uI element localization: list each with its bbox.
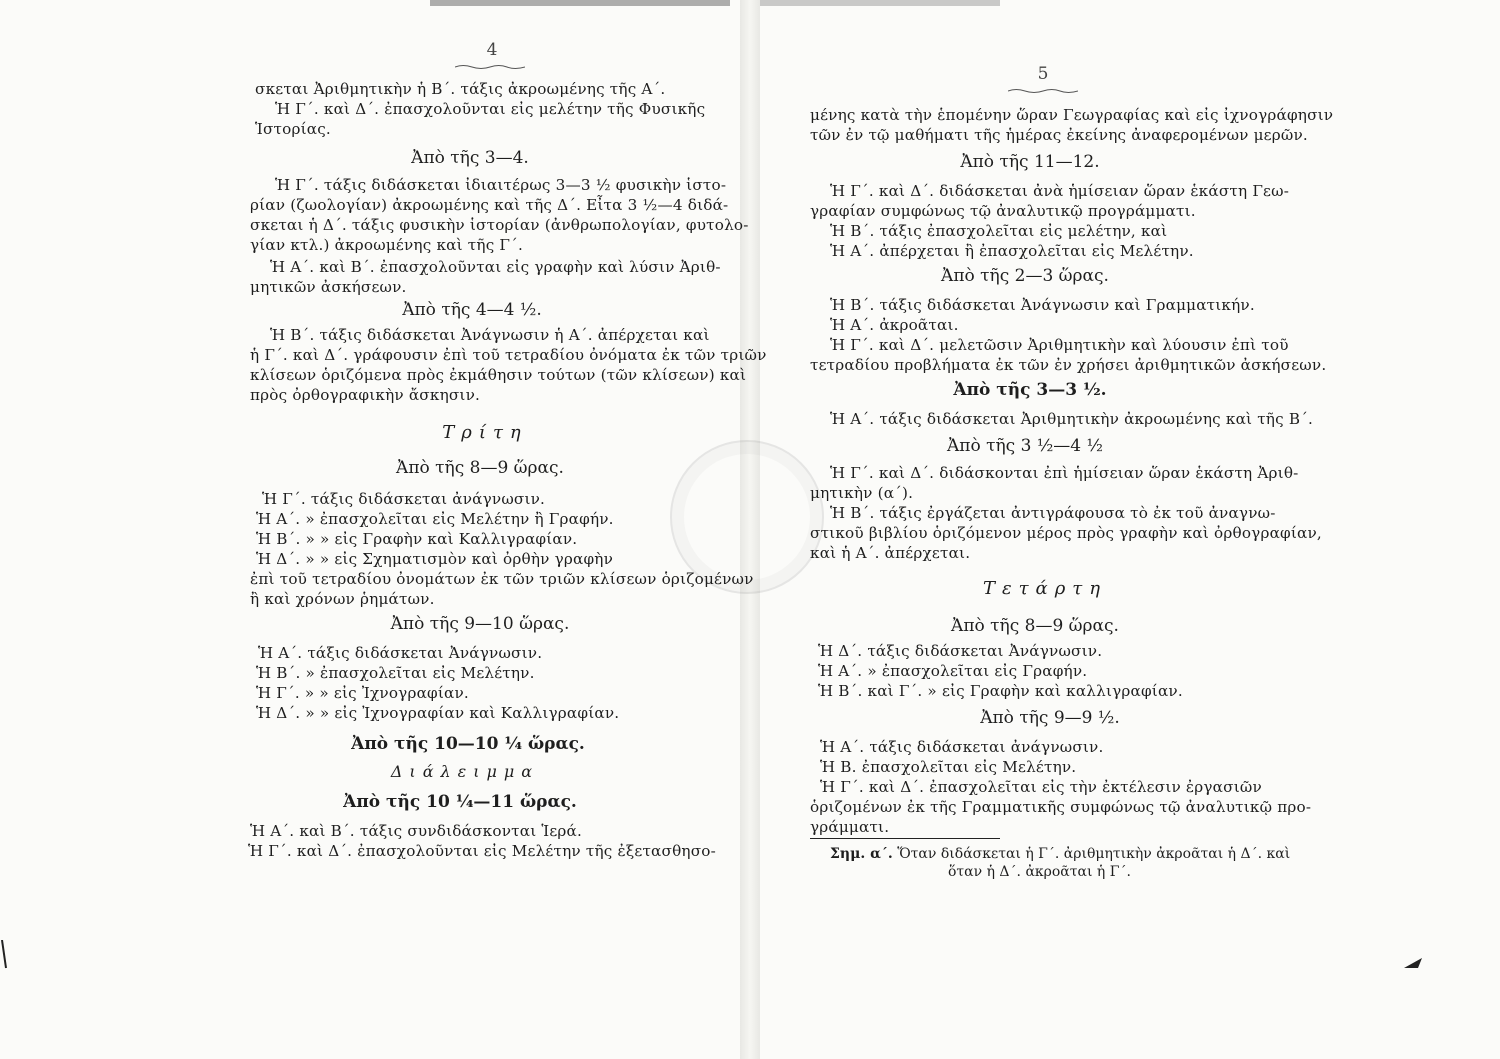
time-heading: Ἀπὸ τῆς 8—9 ὥρας. <box>396 458 564 478</box>
day-title-tuesday: Τρίτη <box>442 422 528 443</box>
break-title: Διάλειμμα <box>390 762 540 781</box>
time-heading: Ἀπὸ τῆς 9—10 ὥρας. <box>390 614 570 634</box>
day-title-wednesday: Τετάρτη <box>982 578 1108 599</box>
right-line: Ἡ Γ΄. καὶ Δ΄. ἐπασχολεῖται εἰς τὴν ἐκτέλεσιν ἐργασιῶν <box>820 778 1262 796</box>
right-line: Ἡ Α΄. ἀπέρχεται ἢ ἐπασχολεῖται εἰς Μελέτην. <box>830 242 1194 260</box>
left-line: σκεται Ἀριθμητικὴν ἡ Β΄. τάξις ἀκροωμένης τῆς Α΄. <box>255 80 666 98</box>
time-heading: Ἀπὸ τῆς 10 ¼—11 ὥρας. <box>343 792 577 812</box>
left-line: Ἡ Α΄. καὶ Β΄. ἐπασχολοῦνται εἰς γραφὴν καὶ λύσιν Ἀριθ- <box>270 258 721 276</box>
footnote-line <box>830 846 1290 863</box>
time-heading: Ἀπὸ τῆς 8—9 ὥρας. <box>951 616 1119 636</box>
page-number-left: 4 <box>486 40 498 60</box>
time-heading: Ἀπὸ τῆς 2—3 ὥρας. <box>941 266 1109 286</box>
right-line: γράμματι. <box>810 818 890 836</box>
right-line: Ἡ Α΄. ἀκροᾶται. <box>830 316 959 334</box>
footnote-rule <box>810 838 1000 839</box>
right-line: καὶ ἡ Α΄. ἀπέρχεται. <box>810 544 971 562</box>
left-line: Ἡ Γ΄. » » εἰς Ἰχνογραφίαν. <box>256 684 469 702</box>
right-line: γραφίαν συμφώνως τῷ ἀναλυτικῷ προγράμματι. <box>810 202 1196 220</box>
left-line: σκεται ἡ Δ΄. τάξις φυσικὴν ἱστορίαν (ἀνθρωπολογίαν, φυτολο- <box>250 216 749 234</box>
right-line: μητικὴν (α΄). <box>810 484 914 502</box>
time-heading: Ἀπὸ τῆς 9—9 ½. <box>980 708 1120 728</box>
right-line: Ἡ Β΄. καὶ Γ΄. » εἰς Γραφὴν καὶ καλλιγραφίαν. <box>818 682 1183 700</box>
ornament-rule-right <box>1008 88 1078 94</box>
left-line: ἐπὶ τοῦ τετραδίου ὀνομάτων ἐκ τῶν τριῶν κλίσεων ὁριζομένων <box>250 570 754 588</box>
right-line: ὁριζομένων ἐκ τῆς Γραμματικῆς συμφώνως τῷ ἀναλυτικῷ προ- <box>810 798 1312 816</box>
right-line: Ἡ Α΄. τάξις διδάσκεται ἀνάγνωσιν. <box>820 738 1104 756</box>
left-line: ἡ Γ΄. καὶ Δ΄. γράφουσιν ἐπὶ τοῦ τετραδίου ὀνόματα ἐκ τῶν τριῶν <box>250 346 767 364</box>
scan-mark-left <box>0 940 12 970</box>
left-line: Ἡ Β΄. τάξις διδάσκεται Ἀνάγνωσιν ἡ Α΄. ἀπέρχεται καὶ <box>270 326 710 344</box>
left-line: Ἡ Α΄. » ἐπασχολεῖται εἰς Μελέτην ἢ Γραφήν. <box>256 510 614 528</box>
left-line: Ἡ Γ΄. τάξις διδάσκεται ἰδιαιτέρως 3—3 ½ φυσικὴν ἱστο- <box>275 176 727 194</box>
left-line: ἢ καὶ χρόνων ῥημάτων. <box>250 590 435 608</box>
left-line: Ἡ Δ΄. » » εἰς Ἰχνογραφίαν καὶ Καλλιγραφίαν. <box>256 704 620 722</box>
right-line: Ἡ Γ΄. καὶ Δ΄. μελετῶσιν Ἀριθμητικὴν καὶ λύουσιν ἐπὶ τοῦ <box>830 336 1289 354</box>
left-line: μητικῶν ἀσκήσεων. <box>250 278 407 296</box>
right-line: Ἡ Δ΄. τάξις διδάσκεται Ἀνάγνωσιν. <box>818 642 1103 660</box>
right-line: στικοῦ βιβλίου ὁριζόμενον μέρος πρὸς γραφὴν καὶ ὀρθογραφίαν, <box>810 524 1322 542</box>
right-line: Ἡ Β΄. τάξις ἐργάζεται ἀντιγράφουσα τὸ ἐκ τοῦ ἀναγνω- <box>830 504 1276 522</box>
left-line: πρὸς ὀρθογραφικὴν ἄσκησιν. <box>250 386 481 404</box>
left-line: Ἡ Β΄. » » εἰς Γραφὴν καὶ Καλλιγραφίαν. <box>256 530 578 548</box>
left-line: κλίσεων ὁριζόμενα πρὸς ἐκμάθησιν τούτων (τῶν κλίσεων) καὶ <box>250 366 747 384</box>
right-line: Ἡ Β΄. τάξις ἐπασχολεῖται εἰς μελέτην, καὶ <box>830 222 1168 240</box>
left-line: Ἡ Δ΄. » » εἰς Σχηματισμὸν καὶ ὀρθὴν γραφὴν <box>256 550 614 568</box>
right-line: μένης κατὰ τὴν ἑπομένην ὥραν Γεωγραφίας καὶ εἰς ἰχνογράφησιν <box>810 106 1334 124</box>
right-line: Ἡ Β΄. τάξις διδάσκεται Ἀνάγνωσιν καὶ Γραμματικήν. <box>830 296 1255 314</box>
time-heading: Ἀπὸ τῆς 3—4. <box>411 148 529 168</box>
scan-edge-shadow <box>430 0 730 6</box>
left-line: Ἡ Α΄. καὶ Β΄. τάξις συνδιδάσκονται Ἱερά. <box>250 822 583 840</box>
footnote-text: Ὅταν διδάσκεται ἡ Γ΄. ἀριθμητικὴν ἀκροᾶται ἡ Δ΄. καὶ <box>897 846 1291 862</box>
left-line: Ἡ Γ΄. καὶ Δ΄. ἐπασχολοῦνται εἰς μελέτην τῆς Φυσικῆς <box>275 100 706 118</box>
footnote-line: ὅταν ἡ Δ΄. ἀκροᾶται ἡ Γ΄. <box>948 864 1131 880</box>
time-heading: Ἀπὸ τῆς 3 ½—4 ½ <box>947 436 1103 456</box>
left-line: ρίαν (ζωολογίαν) ἀκροωμένης καὶ τῆς Δ΄. Εἶτα 3 ½—4 διδά- <box>250 196 729 214</box>
right-line: τῶν ἐν τῷ μαθήματι τῆς ἡμέρας ἐκείνης ἀναφερομένων μερῶν. <box>810 126 1308 144</box>
time-heading: Ἀπὸ τῆς 3—3 ½. <box>953 380 1107 400</box>
footnote-label: Σημ. α΄. <box>830 846 893 862</box>
right-line: τετραδίου προβλήματα ἐκ τῶν ἐν χρήσει ἀριθμητικῶν ἀσκήσεων. <box>810 356 1327 374</box>
right-line: Ἡ Β. ἐπασχολεῖται εἰς Μελέτην. <box>820 758 1077 776</box>
page-number-right: 5 <box>1037 64 1049 84</box>
right-line: Ἡ Α΄. τάξις διδάσκεται Ἀριθμητικὴν ἀκροωμένης καὶ τῆς Β΄. <box>830 410 1314 428</box>
ornament-rule-left <box>455 64 525 70</box>
right-line: Ἡ Γ΄. καὶ Δ΄. διδάσκεται ἀνὰ ἡμίσειαν ὥραν ἑκάστη Γεω- <box>830 182 1290 200</box>
time-heading: Ἀπὸ τῆς 4—4 ½. <box>402 300 542 320</box>
left-line: γίαν κτλ.) ἀκροωμένης καὶ τῆς Γ΄. <box>250 236 523 254</box>
left-line: Ἡ Γ΄. καὶ Δ΄. ἐπασχολοῦνται εἰς Μελέτην τῆς ἐξετασθησο- <box>248 842 716 860</box>
scan-edge-shadow-right <box>760 0 1000 6</box>
time-heading: Ἀπὸ τῆς 10—10 ¼ ὥρας. <box>351 734 585 754</box>
left-line: Ἱστορίας. <box>255 120 331 138</box>
scan-mark-right <box>1404 956 1424 970</box>
right-line: Ἡ Α΄. » ἐπασχολεῖται εἰς Γραφήν. <box>818 662 1088 680</box>
time-heading: Ἀπὸ τῆς 11—12. <box>960 152 1100 172</box>
left-line: Ἡ Γ΄. τάξις διδάσκεται ἀνάγνωσιν. <box>262 490 546 508</box>
left-line: Ἡ Β΄. » ἐπασχολεῖται εἰς Μελέτην. <box>256 664 535 682</box>
left-line: Ἡ Α΄. τάξις διδάσκεται Ἀνάγνωσιν. <box>258 644 543 662</box>
right-line: Ἡ Γ΄. καὶ Δ΄. διδάσκονται ἐπὶ ἡμίσειαν ὥραν ἑκάστη Ἀριθ- <box>830 464 1299 482</box>
